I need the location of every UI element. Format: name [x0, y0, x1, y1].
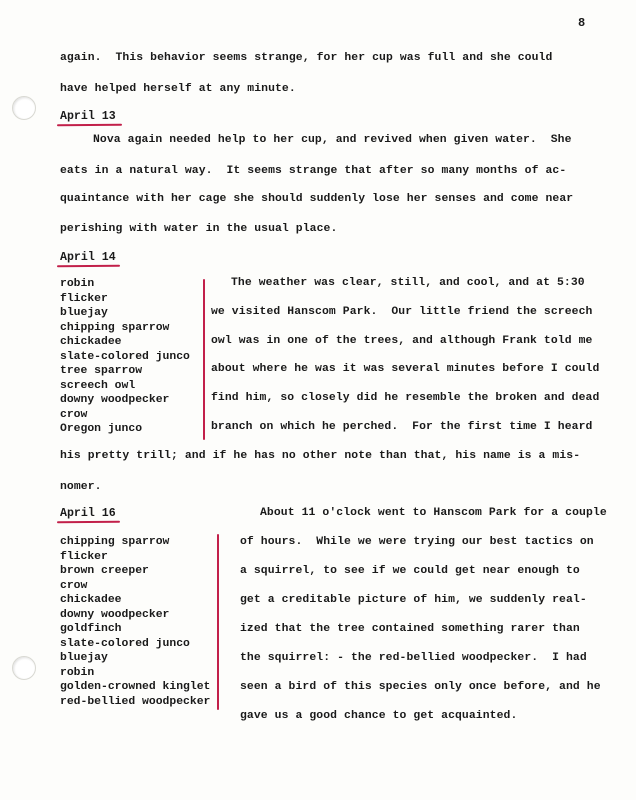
bird-list-item: golden-crowned kinglet	[60, 681, 211, 693]
text-line: perishing with water in the usual place.	[60, 223, 338, 235]
bird-list-item: chipping sparrow	[60, 321, 170, 334]
punch-hole-top	[12, 96, 36, 120]
text-line: again. This behavior seems strange, for her cup was full and she could	[60, 52, 553, 64]
bird-list	[60, 277, 190, 437]
date-underline	[57, 124, 122, 126]
bird-list-item: chipping sparrow	[60, 536, 170, 548]
text-line: the squirrel: - the red-bellied woodpecker. I had	[240, 652, 587, 664]
text-line: gave us a good chance to get acquainted.	[240, 710, 518, 722]
margin-rule	[217, 534, 219, 710]
punch-hole-bottom	[12, 656, 36, 680]
text-line: ized that the tree contained something rarer than	[240, 623, 580, 635]
text-line: of hours. While we were trying our best tactics on	[240, 536, 594, 548]
text-line: a squirrel, to see if we could get near enough to	[240, 565, 580, 577]
bird-list-item: slate-colored junco	[60, 637, 190, 650]
bird-list-item: flicker	[60, 550, 108, 563]
page-number: 8	[578, 16, 586, 30]
bird-list-item: goldfinch	[60, 623, 122, 635]
text-line: branch on which he perched. For the first time I heard	[211, 421, 593, 433]
date-underline	[57, 265, 120, 267]
bird-list-item: downy woodpecker	[60, 608, 170, 621]
bird-list-item: bluejay	[60, 307, 108, 319]
entry-date: April 13	[60, 110, 116, 123]
text-line: find him, so closely did he resemble the broken and dead	[211, 392, 600, 404]
bird-list-item: flicker	[60, 292, 108, 305]
text-line: about where he was it was several minutes before I could	[211, 363, 600, 375]
bird-list-item: crow	[60, 579, 88, 592]
text-line: owl was in one of the trees, and although Frank told me	[211, 335, 593, 347]
text-line: About 11 o'clock went to Hanscom Park for a couple	[260, 507, 607, 519]
bird-list-item: chickadee	[60, 336, 122, 348]
text-line: Nova again needed help to her cup, and revived when given water. She	[93, 134, 572, 146]
bird-list-item: brown creeper	[60, 565, 149, 577]
bird-list-item: robin	[60, 666, 95, 679]
text-line: eats in a natural way. It seems strange that after so many months of ac-	[60, 165, 567, 177]
bird-list-item: robin	[60, 278, 95, 290]
bird-list-item: downy woodpecker	[60, 394, 170, 406]
bird-list-item: chickadee	[60, 594, 122, 606]
margin-rule	[203, 279, 205, 440]
text-line: we visited Hanscom Park. Our little friend the screech	[211, 306, 593, 318]
date-underline	[57, 521, 120, 523]
entry-date: April 14	[60, 251, 116, 264]
bird-list-item: slate-colored junco	[60, 350, 190, 363]
entry-date: April 16	[60, 507, 116, 520]
text-line: The weather was clear, still, and cool, and at 5:30	[231, 277, 585, 289]
text-line: have helped herself at any minute.	[60, 83, 296, 95]
text-line: quaintance with her cage she should suddenly lose her senses and come near	[60, 193, 574, 205]
bird-list	[60, 535, 210, 709]
text-line: nomer.	[60, 481, 102, 493]
bird-list-item: Oregon junco	[60, 423, 143, 435]
text-line: get a creditable picture of him, we suddenly real-	[240, 594, 587, 606]
bird-list-item: crow	[60, 408, 88, 421]
text-line: his pretty trill; and if he has no other note than that, his name is a mis-	[60, 450, 581, 462]
bird-list-item: bluejay	[60, 652, 108, 664]
bird-list-item: screech owl	[60, 379, 136, 392]
bird-list-item: red-bellied woodpecker	[60, 695, 211, 708]
text-line: seen a bird of this species only once before, and he	[240, 681, 601, 693]
bird-list-item: tree sparrow	[60, 365, 143, 377]
